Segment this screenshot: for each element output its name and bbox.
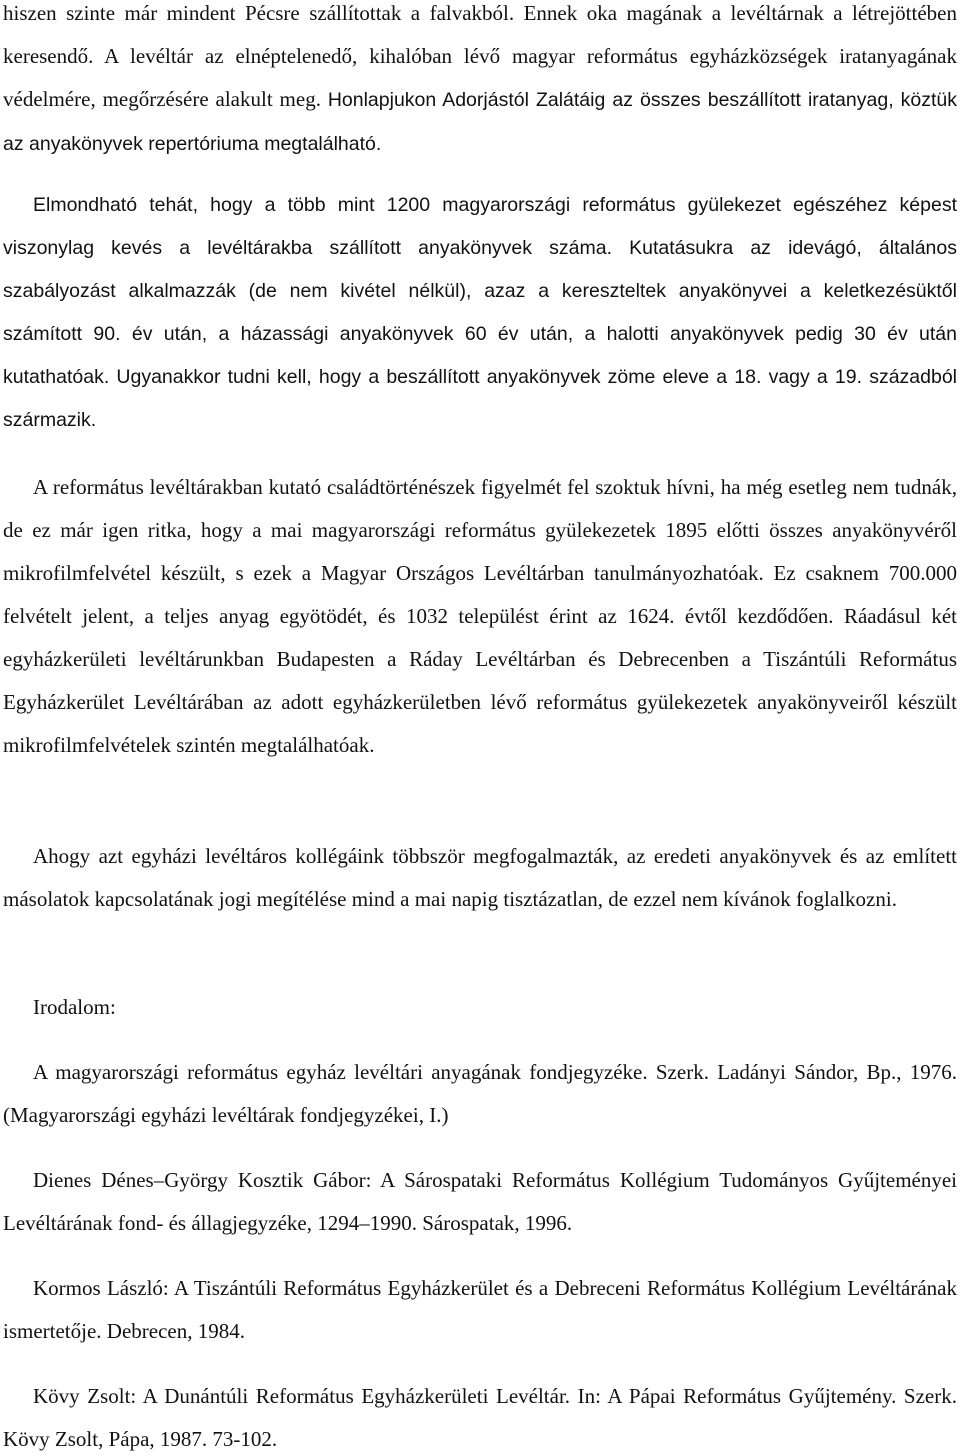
literature-heading: Irodalom:	[33, 995, 116, 1019]
paragraph-registers-text-a: Elmondható tehát, hogy a több mint 1200 magyarországi református gyülekezet egészéhez képest viszonylag kevés a levéltárakba szállított anyakönyvek száma.	[3, 194, 957, 259]
paragraph-legal: Ahogy azt egyházi levéltáros kollégáink többször megfogalmazták, az eredeti anyakönyvek és az említett másolatok kapcsolatának jogi megítélése mind a mai napig tisztázatlan, de ezzel nem kívánok foglalkozni.	[3, 844, 957, 911]
paragraph-registers	[3, 184, 957, 442]
paragraph-microfilm: A református levéltárakban kutató családtörténészek figyelmét fel szoktuk hívni, ha még esetleg nem tudnák, de ez már igen ritka, hogy a mai magyarországi református gyülekezetek 1895 előtti összes anyakönyvéről mikrofilmfelvétel készült, s ezek a Magyar Országos Levéltárban tanulmányozhatóak. Ez csaknem 700.000 felvételt jelent, a teljes anyag egyötödét, és 1032 települést érint az 1624. évtől kezdődően. Ráadásul két egyházkerületi levéltárunkban Budapesten a Ráday Levéltárban és Debrecenben a Tiszántúli Református Egyházkerület Levéltárában az adott egyházkerületben lévő református gyülekezetek anyakönyveiről készült mikrofilmfelvételek szintén megtalálhatóak.	[3, 475, 957, 757]
paragraph-intro	[3, 0, 957, 166]
reference-item: Dienes Dénes–György Kosztik Gábor: A Sárospataki Református Kollégium Tudományos Gyűjteményei Levéltárának fond- és állagjegyzéke, 1294–1990. Sárospatak, 1996.	[3, 1168, 957, 1235]
reference-item: Kormos László: A Tiszántúli Református Egyházkerület és a Debreceni Református Kollégium Levéltárának ismertetője. Debrecen, 1984.	[3, 1276, 957, 1343]
reference-item: A magyarországi református egyház levéltári anyagának fondjegyzéke. Szerk. Ladányi Sándor, Bp., 1976. (Magyarországi egyházi levéltárak fondjegyzékei, I.)	[3, 1060, 957, 1127]
reference-item: Kövy Zsolt: A Dunántúli Református Egyházkerületi Levéltár. In: A Pápai Református Gyűjtemény. Szerk. Kövy Zsolt, Pápa, 1987. 73-102.	[3, 1384, 957, 1451]
paragraph-intro-text: hiszen szinte már mindent Pécsre szállítottak a falvakból. Ennek oka magának a levéltárnak a létrejöttében keresendő. A levéltár az elnéptelenedő, kihalóban lévő magyar református egyházközségek iratanyagának védelmére, megőrzésére alakult meg.	[3, 1, 957, 111]
paragraph-registers-text-b: Kutatásukra az idevágó, általános szabályozást alkalmazzák (de nem kivétel nélkül), azaz a kereszteltek anyakönyvei a keletkezésüktől számított 90. év után, a házassági anyakönyvek 60 év után, a halotti anyakönyvek pedig 30 év után kutathatóak. Ugyanakkor tudni kell, hogy a beszállított anyakönyvek zöme eleve a 18. vagy a 19. századból származik.	[3, 237, 957, 431]
paragraph-intro-website-text: Honlapjukon Adorjástól Zalátáig az összes beszállított iratanyag, köztük az anyakönyvek repertóriuma megtalálható.	[3, 89, 958, 155]
